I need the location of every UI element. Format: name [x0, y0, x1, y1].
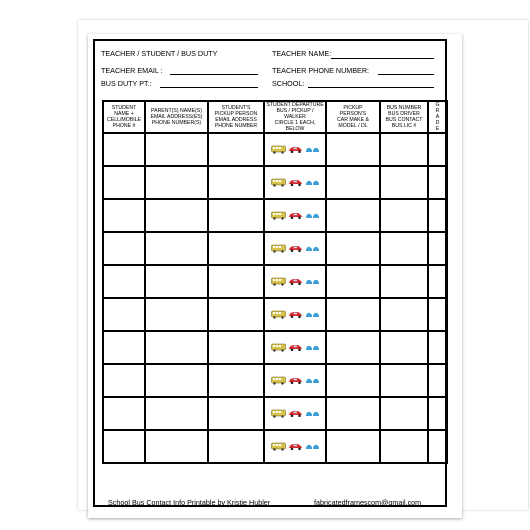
table-cell[interactable] [264, 232, 326, 265]
footer-credit: School Bus Contact Info Printable by Kristie Hubler [108, 498, 271, 507]
column-header-line: BUS CONTACT [385, 117, 423, 123]
table-cell[interactable] [326, 265, 380, 298]
table-cell[interactable] [208, 364, 264, 397]
table-cell[interactable] [208, 298, 264, 331]
table-cell[interactable] [103, 364, 145, 397]
table-cell[interactable] [208, 199, 264, 232]
column-header-line: PICKUP PERSON [214, 111, 258, 117]
table-cell[interactable] [145, 364, 208, 397]
walker-shoes-icon[interactable] [305, 145, 320, 154]
column-header-3 [208, 101, 264, 133]
walker-shoes-icon[interactable] [305, 343, 320, 352]
table-row [103, 232, 447, 265]
form-title: TEACHER / STUDENT / BUS DUTY [101, 49, 218, 58]
table-cell[interactable] [326, 199, 380, 232]
column-header-line: PERSON'S [339, 111, 367, 117]
table-cell[interactable] [103, 430, 145, 463]
table-cell[interactable] [428, 232, 447, 265]
car-icon[interactable] [288, 277, 303, 286]
table-cell[interactable] [103, 331, 145, 364]
walker-shoes-icon[interactable] [305, 211, 320, 220]
column-header-line: PICKUP [343, 105, 363, 111]
table-cell[interactable] [428, 133, 447, 166]
table-cell[interactable] [428, 331, 447, 364]
car-icon[interactable] [288, 442, 303, 451]
column-header-line: G [435, 102, 440, 108]
table-cell[interactable] [145, 430, 208, 463]
column-header-2 [145, 101, 208, 133]
table-row [103, 265, 447, 298]
table-cell[interactable] [380, 331, 428, 364]
departure-options [265, 409, 325, 418]
column-header-line: PHONE NUMBER [214, 123, 258, 129]
table-cell[interactable] [103, 298, 145, 331]
column-header-line: BUS / PICKUP / WALKER [276, 108, 314, 120]
table-cell[interactable] [264, 298, 326, 331]
column-header-line: MODEL / DL [338, 123, 368, 129]
table-row [103, 298, 447, 331]
teacher-email-label: TEACHER EMAIL : [101, 66, 163, 75]
table-cell[interactable] [145, 397, 208, 430]
column-header-line: EMAIL ADDRESS [215, 117, 257, 123]
table-cell[interactable] [428, 397, 447, 430]
teacher-name-label: TEACHER NAME: [272, 49, 332, 58]
table-cell[interactable] [380, 133, 428, 166]
column-header-line: EMAIL ADDRESS(ES) [150, 114, 203, 120]
table-cell[interactable] [103, 133, 145, 166]
table-cell[interactable] [208, 397, 264, 430]
table-cell[interactable] [208, 331, 264, 364]
teacher-email-field[interactable] [170, 74, 258, 75]
table-row [103, 199, 447, 232]
car-icon[interactable] [288, 310, 303, 319]
bus-icon[interactable] [271, 244, 286, 253]
departure-options [265, 244, 325, 253]
table-cell[interactable] [380, 265, 428, 298]
table-cell[interactable] [145, 265, 208, 298]
column-header-line: STUDENT [111, 105, 137, 111]
bus-icon[interactable] [271, 145, 286, 154]
table-cell[interactable] [208, 166, 264, 199]
column-header-line: PARENT(S) NAME(S) [151, 108, 202, 114]
table-cell[interactable] [145, 133, 208, 166]
table-header-row [103, 101, 447, 133]
column-header-line: CELL/MOBILE [106, 117, 142, 123]
column-header-line: BUS LIC # [391, 123, 417, 129]
school-field[interactable] [308, 87, 434, 88]
walker-shoes-icon[interactable] [305, 376, 320, 385]
table-cell[interactable] [326, 430, 380, 463]
table-cell[interactable] [145, 232, 208, 265]
column-header-line: E [435, 126, 440, 132]
table-cell[interactable] [103, 397, 145, 430]
table-cell[interactable] [103, 232, 145, 265]
bus-icon[interactable] [271, 409, 286, 418]
departure-options [265, 145, 325, 154]
table-cell[interactable] [208, 232, 264, 265]
column-header-line: BUS DRIVER [388, 111, 420, 117]
table-cell[interactable] [326, 166, 380, 199]
column-header-1 [103, 101, 145, 133]
table-cell[interactable] [103, 199, 145, 232]
table-cell[interactable] [103, 265, 145, 298]
printable-sheet [88, 34, 462, 518]
table-cell[interactable] [326, 331, 380, 364]
table-cell[interactable] [145, 298, 208, 331]
table-row [103, 133, 447, 166]
table-cell[interactable] [264, 364, 326, 397]
table-cell[interactable] [145, 331, 208, 364]
column-header-5 [326, 101, 380, 133]
table-cell[interactable] [428, 265, 447, 298]
table-cell[interactable] [380, 199, 428, 232]
bus-icon[interactable] [271, 442, 286, 451]
table-cell[interactable] [380, 397, 428, 430]
departure-options [265, 343, 325, 352]
car-icon[interactable] [288, 409, 303, 418]
column-header-6 [380, 101, 428, 133]
table-cell[interactable] [326, 397, 380, 430]
footer-email: fabricatedframescom@gmail.com [314, 498, 422, 507]
departure-options [265, 442, 325, 451]
table-row [103, 364, 447, 397]
column-header-line: STUDENT'S [221, 105, 251, 111]
table-cell[interactable] [380, 298, 428, 331]
school-label: SCHOOL: [272, 79, 305, 88]
table-cell[interactable] [264, 430, 326, 463]
table-cell[interactable] [428, 199, 447, 232]
table-cell[interactable] [380, 232, 428, 265]
table-cell[interactable] [428, 298, 447, 331]
bus-duty-label: BUS DUTY PT.: [101, 79, 152, 88]
bus-icon[interactable] [271, 178, 286, 187]
walker-shoes-icon[interactable] [305, 442, 320, 451]
table-cell[interactable] [103, 166, 145, 199]
bus-icon[interactable] [271, 277, 286, 286]
table-cell[interactable] [380, 166, 428, 199]
table-cell[interactable] [208, 265, 264, 298]
car-icon[interactable] [288, 178, 303, 187]
column-header-line: R [435, 108, 440, 114]
car-icon[interactable] [288, 211, 303, 220]
table-cell[interactable] [326, 133, 380, 166]
car-icon[interactable] [288, 244, 303, 253]
footer [98, 496, 452, 510]
column-header-line: CAR MAKE & [337, 117, 369, 123]
table-cell[interactable] [326, 364, 380, 397]
walker-shoes-icon[interactable] [305, 244, 320, 253]
table-cell[interactable] [326, 298, 380, 331]
contact-table [102, 100, 448, 464]
walker-shoes-icon[interactable] [305, 310, 320, 319]
departure-options [265, 277, 325, 286]
table-cell[interactable] [264, 133, 326, 166]
table-cell[interactable] [208, 133, 264, 166]
column-header-line: A [435, 114, 440, 120]
bus-icon[interactable] [271, 343, 286, 352]
bus-icon[interactable] [271, 310, 286, 319]
table-cell[interactable] [380, 364, 428, 397]
column-header-7 [428, 101, 447, 133]
car-icon[interactable] [288, 343, 303, 352]
car-icon[interactable] [288, 376, 303, 385]
table-cell[interactable] [145, 166, 208, 199]
table-cell[interactable] [208, 430, 264, 463]
teacher-phone-field[interactable] [378, 74, 434, 75]
table-row [103, 430, 447, 463]
table-row [103, 331, 447, 364]
column-header-line: CIRCLE 1 EACH, BELOW [274, 120, 316, 132]
column-header-4 [264, 101, 326, 133]
walker-shoes-icon[interactable] [305, 178, 320, 187]
walker-shoes-icon[interactable] [305, 409, 320, 418]
departure-options [265, 310, 325, 319]
table-cell[interactable] [264, 199, 326, 232]
column-header-line: STUDENT DEPARTURE [266, 102, 324, 108]
table-cell[interactable] [428, 364, 447, 397]
departure-options [265, 376, 325, 385]
table-cell[interactable] [428, 430, 447, 463]
table-row [103, 166, 447, 199]
table-cell[interactable] [264, 397, 326, 430]
teacher-name-field[interactable] [331, 58, 434, 59]
bus-duty-field[interactable] [160, 87, 258, 88]
bus-icon[interactable] [271, 211, 286, 220]
table-cell[interactable] [428, 166, 447, 199]
departure-options [265, 178, 325, 187]
table-cell[interactable] [326, 232, 380, 265]
bus-icon[interactable] [271, 376, 286, 385]
column-header-line: PHONE NUMBER(S) [151, 120, 202, 126]
table-cell[interactable] [264, 331, 326, 364]
column-header-line: NAME + [114, 111, 134, 117]
column-header-line: D [435, 120, 440, 126]
column-header-line: PHONE # [112, 123, 136, 129]
table-cell[interactable] [145, 199, 208, 232]
walker-shoes-icon[interactable] [305, 277, 320, 286]
table-cell[interactable] [264, 166, 326, 199]
departure-options [265, 211, 325, 220]
table-row [103, 397, 447, 430]
column-header-line: BUS NUMBER [386, 105, 422, 111]
table-cell[interactable] [380, 430, 428, 463]
car-icon[interactable] [288, 145, 303, 154]
table-cell[interactable] [264, 265, 326, 298]
teacher-phone-label: TEACHER PHONE NUMBER: [272, 66, 370, 75]
